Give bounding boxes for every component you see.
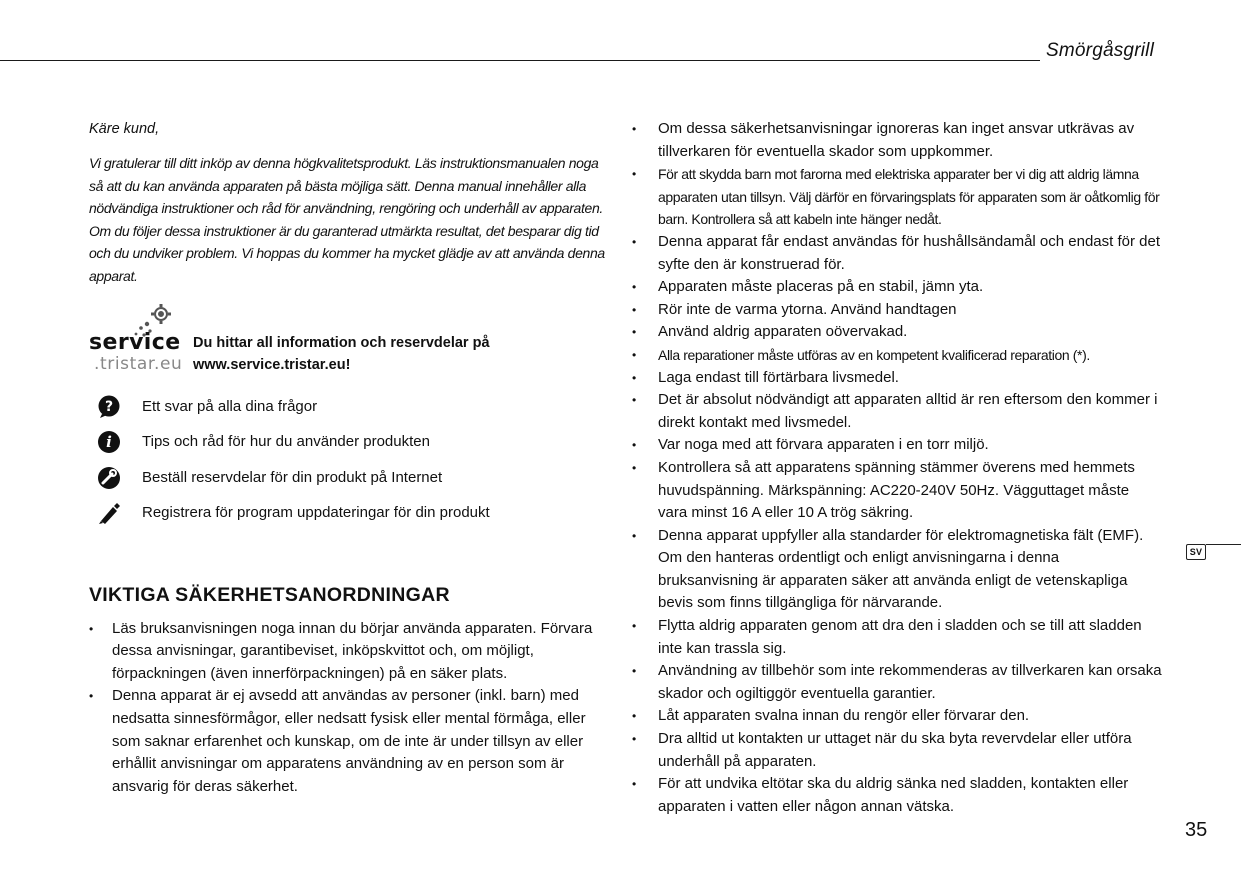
safety-item: • Läs bruksanvisningen noga innan du börjar använda apparaten. Förvara dessa anvisningar, garantibeviset, inköpskvittot och, om möjligt, förpackningen (även innerförpackningen) på en säker plats.: [89, 618, 609, 686]
feature-list: [89, 396, 609, 538]
safety-item: • Flytta aldrig apparaten genom att dra den i sladden och se till att sladden inte kan trassla sig.: [632, 615, 1162, 660]
section-title: VIKTIGA SÄKERHETSANORDNINGAR: [89, 583, 450, 606]
safety-item: • Låt apparaten svalna innan du rengör eller förvarar den.: [632, 705, 1162, 728]
safety-item: • Det är absolut nödvändigt att apparaten alltid är ren eftersom den kommer i direkt kontakt med livsmedel.: [632, 389, 1162, 434]
safety-list-left: [89, 618, 609, 799]
safety-item: • Rör inte de varma ytorna. Använd handtagen: [632, 299, 1162, 322]
svg-text:i: i: [106, 433, 112, 452]
safety-item: • Kontrollera så att apparatens spänning stämmer överens med hemmets huvudspänning. Märkspänning: AC220-240V 50Hz. Vägguttaget måste vara minst 16 A eller 10 A trög säkring.: [632, 457, 1162, 525]
pen-icon: [97, 501, 121, 525]
safety-item: • Denna apparat uppfyller alla standarder för elektromagnetiska fält (EMF). Om den hanteras ordentligt och enligt anvisningarna i denna bruksanvisning är apparaten säker att använda enligt de vetenskapliga bevis som finns tillgängliga för närvarande.: [632, 525, 1162, 615]
feature-text: Beställ reservdelar för din produkt på Internet: [142, 468, 443, 486]
service-link[interactable]: www.service.tristar.eu!: [193, 356, 351, 373]
feature-item: [89, 396, 609, 432]
right-column: [632, 118, 1162, 818]
safety-item: • Denna apparat är ej avsedd att användas av personer (inkl. barn) med nedsatta sinnesförmågor, eller nedsatt fysisk eller mental förmåga, eller som saknar erfarenhet och kunskap, om de inte är under tillsyn av eller erhållit anvisningar om apparatens användning av en person som är ansvarig för deras säkerhet.: [89, 685, 609, 798]
service-logo: [89, 302, 189, 386]
logo-domain: .tristar.eu: [94, 353, 183, 374]
question-icon: [97, 395, 121, 419]
feature-item: [89, 502, 609, 538]
safety-item: • Använd aldrig apparaten oövervakad.: [632, 321, 1162, 344]
page-header-title: Smörgåsgrill: [1046, 40, 1154, 61]
feature-item: [89, 467, 609, 503]
safety-item: • Apparaten måste placeras på en stabil, jämn yta.: [632, 276, 1162, 299]
safety-item: • För att skydda barn mot farorna med elektriska apparater ber vi dig att aldrig lämna apparaten utan tillsyn. Välj därför en förvaringsplats för apparaten som är oåtkomlig för barn. Kontrollera så att kabeln inte hänger nedåt.: [632, 163, 1162, 231]
greeting: Käre kund,: [89, 121, 160, 137]
intro-paragraph: Vi gratulerar till ditt inköp av denna högkvalitetsprodukt. Läs instruktionsmanualen noga så att du kan använda apparaten på bästa möjliga sätt. Denna manual innehåller alla nödvändiga instruktioner och råd för användning, rengöring och underhåll av apparaten. Om du följer dessa instruktioner är du garanterad utmärkta resultat, det besparar dig tid och du undviker problem. Vi hoppas du kommer ha mycket glädje av att använda denna apparat.: [89, 155, 605, 284]
service-text: [193, 332, 490, 376]
feature-text: Registrera för program uppdateringar för din produkt: [142, 504, 490, 522]
safety-item: • Denna apparat får endast användas för hushållsändamål och endast för det syfte den är konstruerad för.: [632, 231, 1162, 276]
service-block: [89, 302, 609, 386]
left-column: [89, 118, 609, 798]
svg-text:?: ?: [104, 398, 114, 415]
safety-item: • Var noga med att förvara apparaten i en torr miljö.: [632, 434, 1162, 457]
safety-item: • Dra alltid ut kontakten ur uttaget när du ska byta revervdelar eller utföra underhåll på apparaten.: [632, 728, 1162, 773]
safety-item: • För att undvika eltötar ska du aldrig sänka ned sladden, kontakten eller apparaten i vatten eller någon annan vätska.: [632, 773, 1162, 818]
safety-item: • Laga endast till förtärbara livsmedel.: [632, 367, 1162, 390]
feature-text: Tips och råd för hur du använder produkten: [142, 433, 430, 451]
feature-text: Ett svar på alla dina frågor: [142, 397, 318, 415]
page-number: 35: [1185, 819, 1208, 841]
wrench-icon: [97, 466, 121, 490]
service-text-line1: Du hittar all information och reservdelar på: [193, 334, 490, 351]
info-icon: [97, 430, 121, 454]
safety-item: • Om dessa säkerhetsanvisningar ignoreras kan inget ansvar utkrävas av tillverkaren för eventuella skador som uppkommer.: [632, 118, 1162, 163]
language-tab-rule: [1206, 544, 1241, 545]
safety-list-right: [632, 118, 1162, 818]
logo-wordmark: service: [89, 329, 181, 355]
header-rule: [0, 60, 1040, 61]
safety-item: • Alla reparationer måste utföras av en kompetent kvalificerad reparation (*).: [632, 344, 1162, 367]
language-tab: SV: [1186, 544, 1206, 560]
safety-item: • Användning av tillbehör som inte rekommenderas av tillverkaren kan orsaka skador och ogiltiggör eventuella garantier.: [632, 660, 1162, 705]
feature-item: [89, 431, 609, 467]
